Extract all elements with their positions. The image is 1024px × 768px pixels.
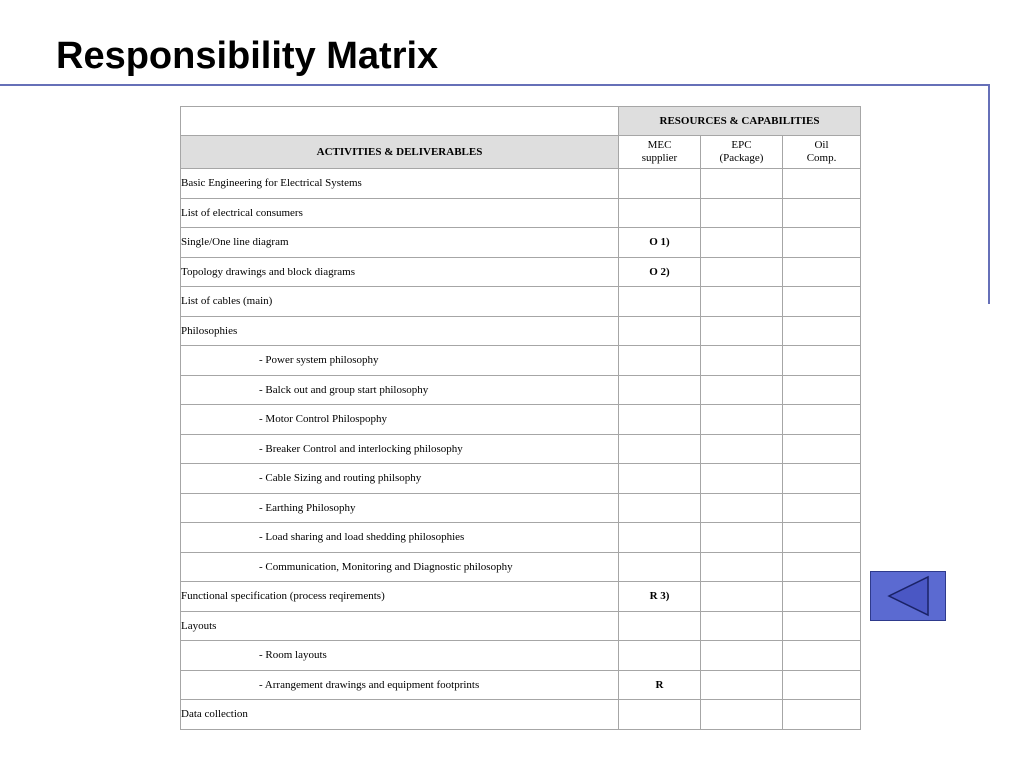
triangle-left-icon bbox=[871, 572, 945, 620]
table-row bbox=[181, 228, 861, 258]
epc-cell bbox=[701, 198, 783, 228]
oil-cell bbox=[783, 670, 861, 700]
activity-cell: - Motor Control Philospophy bbox=[181, 405, 619, 435]
epc-cell bbox=[701, 287, 783, 317]
mec-cell bbox=[619, 552, 701, 582]
epc-cell bbox=[701, 493, 783, 523]
table-row bbox=[181, 670, 861, 700]
activity-cell: List of electrical consumers bbox=[181, 198, 619, 228]
epc-cell bbox=[701, 375, 783, 405]
column-header-line: supplier bbox=[641, 152, 678, 164]
table-row bbox=[181, 346, 861, 376]
mec-cell: O 2) bbox=[619, 257, 701, 287]
table-row bbox=[181, 169, 861, 199]
oil-cell bbox=[783, 346, 861, 376]
oil-cell bbox=[783, 641, 861, 671]
epc-cell bbox=[701, 582, 783, 612]
activity-cell: - Communication, Monitoring and Diagnostic philosophy bbox=[181, 552, 619, 582]
epc-cell bbox=[701, 464, 783, 494]
epc-cell bbox=[701, 670, 783, 700]
oil-cell bbox=[783, 582, 861, 612]
table-row bbox=[181, 464, 861, 494]
epc-cell bbox=[701, 611, 783, 641]
empty-header-cell bbox=[181, 107, 619, 136]
column-header-mec-supplier bbox=[619, 136, 701, 169]
epc-cell bbox=[701, 316, 783, 346]
column-header-line: Oil bbox=[814, 139, 829, 151]
oil-cell bbox=[783, 169, 861, 199]
responsibility-matrix-table bbox=[180, 106, 861, 730]
oil-cell bbox=[783, 375, 861, 405]
table-row bbox=[181, 552, 861, 582]
oil-cell bbox=[783, 434, 861, 464]
table-row bbox=[181, 375, 861, 405]
mec-cell bbox=[619, 464, 701, 494]
epc-cell bbox=[701, 523, 783, 553]
activity-cell: Single/One line diagram bbox=[181, 228, 619, 258]
activity-cell: List of cables (main) bbox=[181, 287, 619, 317]
mec-cell bbox=[619, 405, 701, 435]
mec-cell bbox=[619, 434, 701, 464]
epc-cell bbox=[701, 169, 783, 199]
mec-cell bbox=[619, 493, 701, 523]
mec-cell bbox=[619, 700, 701, 730]
table-row bbox=[181, 287, 861, 317]
mec-cell: R bbox=[619, 670, 701, 700]
column-header-line: Comp. bbox=[806, 152, 837, 164]
activity-cell: - Load sharing and load shedding philosophies bbox=[181, 523, 619, 553]
column-header-line: EPC bbox=[731, 139, 752, 151]
right-edge-rule bbox=[988, 84, 990, 304]
epc-cell bbox=[701, 405, 783, 435]
oil-cell bbox=[783, 198, 861, 228]
activity-cell: - Room layouts bbox=[181, 641, 619, 671]
mec-cell bbox=[619, 169, 701, 199]
oil-cell bbox=[783, 316, 861, 346]
mec-cell bbox=[619, 287, 701, 317]
activity-cell: Layouts bbox=[181, 611, 619, 641]
resources-capabilities-header: RESOURCES & CAPABILITIES bbox=[619, 107, 861, 136]
epc-cell bbox=[701, 552, 783, 582]
activity-cell: - Power system philosophy bbox=[181, 346, 619, 376]
column-header-oil-comp bbox=[783, 136, 861, 169]
back-navigation-button[interactable] bbox=[870, 571, 946, 621]
activity-cell: - Arrangement drawings and equipment footprints bbox=[181, 670, 619, 700]
mec-cell bbox=[619, 375, 701, 405]
mec-cell bbox=[619, 198, 701, 228]
table-row bbox=[181, 582, 861, 612]
activity-cell: - Breaker Control and interlocking philosophy bbox=[181, 434, 619, 464]
mec-cell bbox=[619, 523, 701, 553]
epc-cell bbox=[701, 228, 783, 258]
activity-cell: - Cable Sizing and routing philsophy bbox=[181, 464, 619, 494]
table-row bbox=[181, 316, 861, 346]
table-row bbox=[181, 198, 861, 228]
activity-cell: Functional specification (process reqirements) bbox=[181, 582, 619, 612]
mec-cell bbox=[619, 346, 701, 376]
mec-cell bbox=[619, 316, 701, 346]
oil-cell bbox=[783, 464, 861, 494]
oil-cell bbox=[783, 493, 861, 523]
epc-cell bbox=[701, 700, 783, 730]
mec-cell: R 3) bbox=[619, 582, 701, 612]
column-header-line: MEC bbox=[647, 139, 672, 151]
mec-cell bbox=[619, 611, 701, 641]
table-row bbox=[181, 434, 861, 464]
oil-cell bbox=[783, 552, 861, 582]
oil-cell bbox=[783, 700, 861, 730]
oil-cell bbox=[783, 228, 861, 258]
column-header-line: (Package) bbox=[719, 152, 764, 164]
activity-cell: - Balck out and group start philosophy bbox=[181, 375, 619, 405]
slide-title: Responsibility Matrix bbox=[56, 35, 439, 77]
activities-deliverables-header: ACTIVITIES & DELIVERABLES bbox=[181, 136, 619, 169]
activity-cell: Data collection bbox=[181, 700, 619, 730]
table-row bbox=[181, 523, 861, 553]
oil-cell bbox=[783, 257, 861, 287]
table-row bbox=[181, 493, 861, 523]
mec-cell bbox=[619, 641, 701, 671]
activity-cell: Basic Engineering for Electrical Systems bbox=[181, 169, 619, 199]
epc-cell bbox=[701, 641, 783, 671]
epc-cell bbox=[701, 346, 783, 376]
activity-cell: Topology drawings and block diagrams bbox=[181, 257, 619, 287]
table-row bbox=[181, 700, 861, 730]
oil-cell bbox=[783, 611, 861, 641]
oil-cell bbox=[783, 523, 861, 553]
activity-cell: Philosophies bbox=[181, 316, 619, 346]
table-row bbox=[181, 257, 861, 287]
activity-cell: - Earthing Philosophy bbox=[181, 493, 619, 523]
table-header-row-columns bbox=[181, 136, 861, 169]
column-header-epc-package bbox=[701, 136, 783, 169]
epc-cell bbox=[701, 257, 783, 287]
table-header-row-group bbox=[181, 107, 861, 136]
title-underline-rule bbox=[0, 84, 990, 86]
oil-cell bbox=[783, 405, 861, 435]
epc-cell bbox=[701, 434, 783, 464]
table-row bbox=[181, 611, 861, 641]
table-row bbox=[181, 405, 861, 435]
table-row bbox=[181, 641, 861, 671]
mec-cell: O 1) bbox=[619, 228, 701, 258]
oil-cell bbox=[783, 287, 861, 317]
